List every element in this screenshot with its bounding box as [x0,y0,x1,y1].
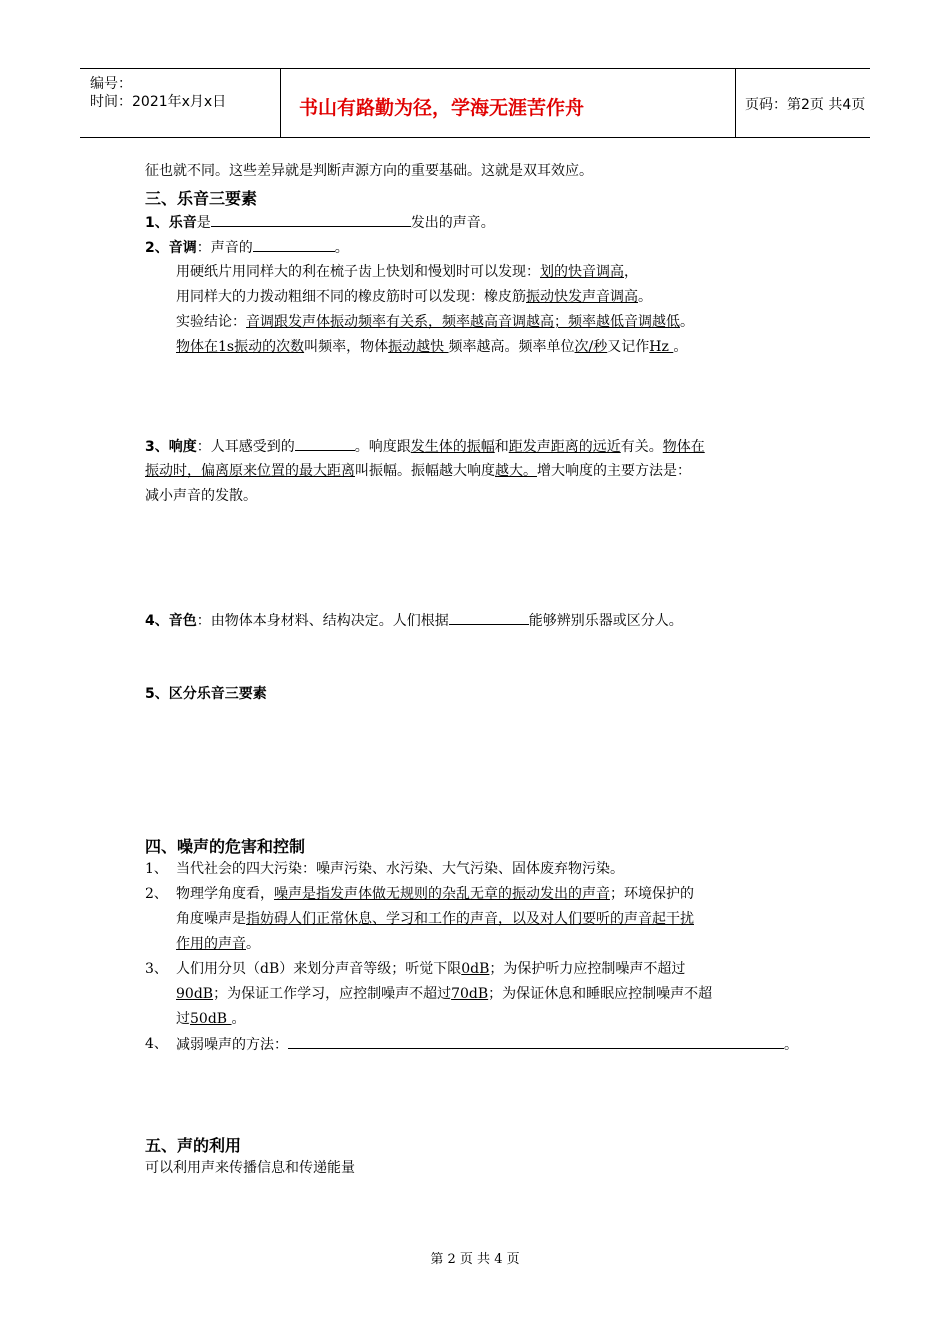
item-1-text-a: 是 [196,215,211,231]
noise-num-2: 2、 [145,886,168,902]
noise-num-1: 1、 [145,861,168,877]
noise-reduction-blank[interactable] [288,1034,784,1049]
n3-text-b: ；为保护听力应控制噪声不超过 [489,961,686,977]
noise-item-4-line [176,1034,798,1055]
page-footer: 第 2 页 共 4 页 [430,1252,520,1267]
item-5-label: 5、区分乐音三要素 [145,686,267,702]
p4-answer-2: 振动越快 [388,339,449,355]
item-3-line-3: 减小声音的发散。 [145,488,257,504]
p3-end: 。 [680,314,694,330]
noise-item-1 [145,859,168,879]
n4-text-a: 减弱噪声的方法： [176,1037,288,1053]
page-label: 页码：第2页 共4页 [745,97,866,113]
n2-text-d: 。 [246,936,260,952]
item-2-text-b: 。 [334,240,349,256]
section-4-title: 四、噪声的危害和控制 [145,837,306,856]
i3-text-a: ：人耳感受到的 [196,439,295,455]
item-1-blank[interactable] [211,212,411,227]
i3-answer-4: 振动时，偏离原来位置的最大距离 [145,463,355,479]
n2-answer-1: 噪声是指发声体做无规则的杂乱无章的振动发出的声音 [274,886,610,902]
noise-item-2-line-1 [176,884,694,904]
noise-item-2-line-2 [176,909,694,929]
intro-line: 征也就不同。这些差异就是判断声源方向的重要基础。这就是双耳效应。 [145,163,593,179]
item-1-label: 1、乐音 [145,215,197,231]
i3-text-c: 和 [494,439,509,455]
n4-text-b: 。 [784,1037,798,1053]
p1-answer: 划的快音调高 [540,264,624,280]
number-label: 编号： [90,76,132,92]
n3-answer-4: 50dB [190,1011,232,1027]
item-4-blank[interactable] [449,610,529,625]
n3-text-e: 过 [176,1011,190,1027]
p1-text: 用硬纸片用同样大的利在梳子齿上快划和慢划时可以发现： [176,264,540,280]
n3-text-f: 。 [231,1011,246,1027]
noise-item-1-text: 当代社会的四大污染：噪声污染、水污染、大气污染、固体废弃物污染。 [176,861,624,877]
pitch-observation-1 [176,262,638,282]
header-motto-cell [281,69,736,137]
i3-text-e: 叫振幅。振幅越大响度 [355,463,495,479]
p4-text-c: 又记作 [607,339,650,355]
i3-answer-2: 距发声距离的远近 [508,439,621,455]
p4-answer-4: Hz [649,339,674,355]
n3-text-a: 人们用分贝（dB）来划分声音等级；听觉下限 [176,961,462,977]
i4-text-b: 能够辨别乐器或区分人。 [528,613,683,629]
p2-answer: 振动快发声音调高 [526,289,638,305]
section-5-title: 五、声的利用 [145,1136,242,1155]
p4-answer-3: 次/秒 [574,339,608,355]
i4-text-a: ：由物体本身材料、结构决定。人们根据 [196,613,449,629]
n3-text-c: ；为保证工作学习，应控制噪声不超过 [213,986,452,1002]
item-3-line-1 [145,436,705,457]
item-3-label: 3、响度 [145,439,197,455]
header-meta-cell [80,69,281,137]
noise-num-3: 3、 [145,961,168,977]
p4-text-a: 叫频率，物体 [304,339,389,355]
item-2-label: 2、音调 [145,240,197,256]
item-2-text-a: ：声音的 [196,240,253,256]
section-5-line: 可以利用声来传播信息和传递能量 [145,1160,355,1176]
noise-num-4: 4、 [145,1036,168,1052]
p1-end: ， [624,264,638,280]
p2-text: 用同样大的力拨动粗细不同的橡皮筋时可以发现：橡皮筋 [176,289,526,305]
noise-item-3-line-3 [176,1009,246,1029]
n3-answer-2: 90dB [176,986,214,1002]
item-2-line [145,237,349,258]
n2-text-c: 角度噪声是 [176,911,246,927]
n2-text-b: ；环境保护的 [610,886,694,902]
p4-answer-1: 物体在1s振动的次数 [176,339,305,355]
item-2-blank[interactable] [253,237,335,252]
noise-item-3-line-2 [176,984,712,1004]
i3-answer-5: 越大。 [495,463,537,479]
item-4-line [145,610,683,631]
n2-answer-2: 指妨碍人们正常休息、学习和工作的声音，以及对人们要听的声音起干扰 [246,911,694,927]
item-1-line [145,212,495,233]
p3-text: 实验结论： [176,314,246,330]
noise-item-3-line-1 [176,959,685,979]
i3-text-b: 。响度跟 [354,439,411,455]
pitch-observation-2 [176,287,652,307]
n3-answer-1: 0dB [461,961,490,977]
pitch-conclusion [176,312,694,332]
section-3-title: 三、乐音三要素 [145,189,258,208]
item-3-line-2 [145,461,691,481]
item-1-text-b: 发出的声音。 [410,215,495,231]
i3-answer-1: 发生体的振幅 [410,439,495,455]
i3-text-d: 有关。 [620,439,663,455]
motto: 书山有路勤为径，学海无涯苦作舟 [299,97,585,119]
p3-answer: 音调跟发声体振动频率有关系，频率越高音调越高；频率越低音调越低 [246,314,680,330]
n2-answer-3: 作用的声音 [176,936,246,952]
p4-text-b: 频率越高。频率单位 [448,339,575,355]
item-4-label: 4、音色 [145,613,197,629]
p4-text-d: 。 [673,339,688,355]
item-3-blank[interactable] [295,436,355,451]
frequency-definition [176,337,687,357]
i3-answer-3: 物体在 [662,439,705,455]
n3-text-d: ；为保证休息和睡眠应控制噪声不超 [488,986,713,1002]
n3-answer-3: 70dB [451,986,489,1002]
header-table [80,68,870,138]
n2-text-a: 物理学角度看， [176,886,274,902]
time-label: 时间：2021年x月x日 [90,94,227,110]
i3-text-f: 增大响度的主要方法是： [537,463,691,479]
p2-end: 。 [638,289,652,305]
noise-item-2-line-3 [176,934,260,954]
